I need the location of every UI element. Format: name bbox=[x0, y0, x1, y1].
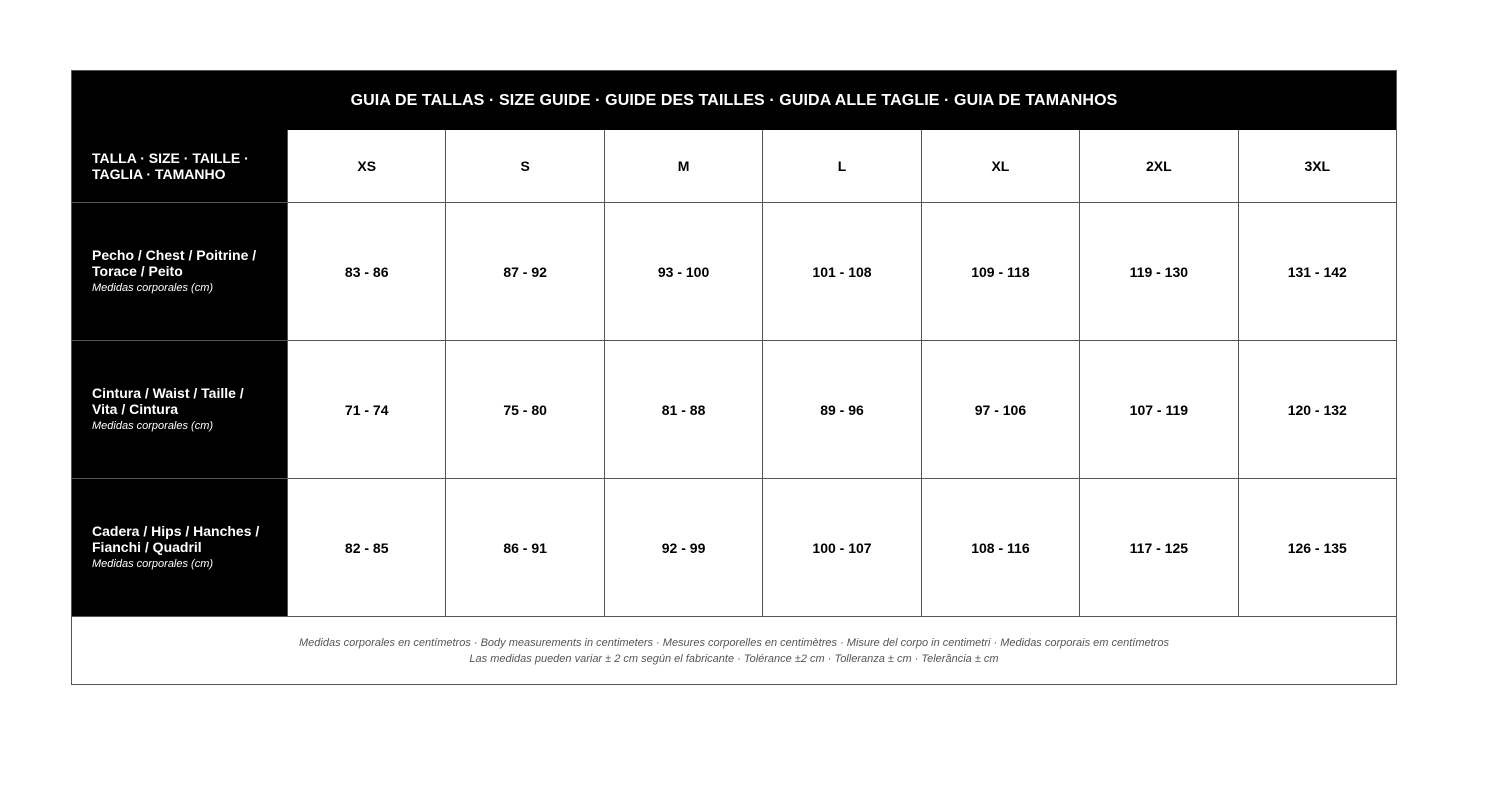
measurement-tolerance-note: Las medidas pueden variar ± 2 cm según el fabricante · Tolérance ±2 cm · Tolleranza ± cm · Telerância ± cm bbox=[469, 652, 999, 665]
chest-value: 131 - 142 bbox=[1238, 203, 1396, 341]
size-guide-table bbox=[71, 70, 1397, 685]
waist-value: 71 - 74 bbox=[287, 341, 445, 479]
chest-value: 119 - 130 bbox=[1079, 203, 1237, 341]
size-3xl-header: 3XL bbox=[1238, 130, 1396, 203]
waist-value: 107 - 119 bbox=[1079, 341, 1237, 479]
waist-value: 89 - 96 bbox=[762, 341, 920, 479]
measurement-units-note: Medidas corporales en centímetros · Body measurements in centimeters · Mesures corporelles en centimètres · Misure del corpo in centimetri · Medidas corporais em centímetros bbox=[299, 636, 1169, 649]
chest-row-label-cell bbox=[72, 203, 287, 341]
waist-row-label-cell bbox=[72, 341, 287, 479]
measurement-notes bbox=[72, 617, 1396, 684]
hips-value: 117 - 125 bbox=[1079, 479, 1237, 617]
hips-row-label: Cadera / Hips / Hanches / Fianchi / Quadril bbox=[92, 523, 260, 555]
size-s-header: S bbox=[445, 130, 603, 203]
waist-value: 75 - 80 bbox=[445, 341, 603, 479]
waist-value: 120 - 132 bbox=[1238, 341, 1396, 479]
chest-value: 109 - 118 bbox=[921, 203, 1079, 341]
size-grid bbox=[72, 130, 1396, 617]
chest-value: 83 - 86 bbox=[287, 203, 445, 341]
hips-row-sublabel: Medidas corporales (cm) bbox=[92, 558, 214, 570]
chest-value: 93 - 100 bbox=[604, 203, 762, 341]
size-xl-header: XL bbox=[921, 130, 1079, 203]
waist-value: 81 - 88 bbox=[604, 341, 762, 479]
size-xs-header: XS bbox=[287, 130, 445, 203]
size-m-header: M bbox=[604, 130, 762, 203]
chest-row-label: Pecho / Chest / Poitrine / Torace / Peito bbox=[92, 247, 257, 279]
hips-value: 108 - 116 bbox=[921, 479, 1079, 617]
hips-value: 82 - 85 bbox=[287, 479, 445, 617]
chest-value: 101 - 108 bbox=[762, 203, 920, 341]
waist-row-label: Cintura / Waist / Taille / Vita / Cintura bbox=[92, 385, 244, 417]
hips-row-label-cell bbox=[72, 479, 287, 617]
size-guide-title: GUIA DE TALLAS · SIZE GUIDE · GUIDE DES TAILLES · GUIDA ALLE TAGLIE · GUIA DE TAMANHOS bbox=[72, 71, 1396, 130]
size-l-header: L bbox=[762, 130, 920, 203]
chest-value: 87 - 92 bbox=[445, 203, 603, 341]
size-2xl-header: 2XL bbox=[1079, 130, 1237, 203]
size-header-label-cell bbox=[72, 130, 287, 203]
hips-value: 100 - 107 bbox=[762, 479, 920, 617]
hips-value: 126 - 135 bbox=[1238, 479, 1396, 617]
hips-value: 92 - 99 bbox=[604, 479, 762, 617]
waist-row-sublabel: Medidas corporales (cm) bbox=[92, 420, 214, 432]
chest-row-sublabel: Medidas corporales (cm) bbox=[92, 282, 214, 294]
hips-value: 86 - 91 bbox=[445, 479, 603, 617]
waist-value: 97 - 106 bbox=[921, 341, 1079, 479]
size-header-label: TALLA · SIZE · TAILLE · TAGLIA · TAMANHO bbox=[92, 150, 249, 182]
